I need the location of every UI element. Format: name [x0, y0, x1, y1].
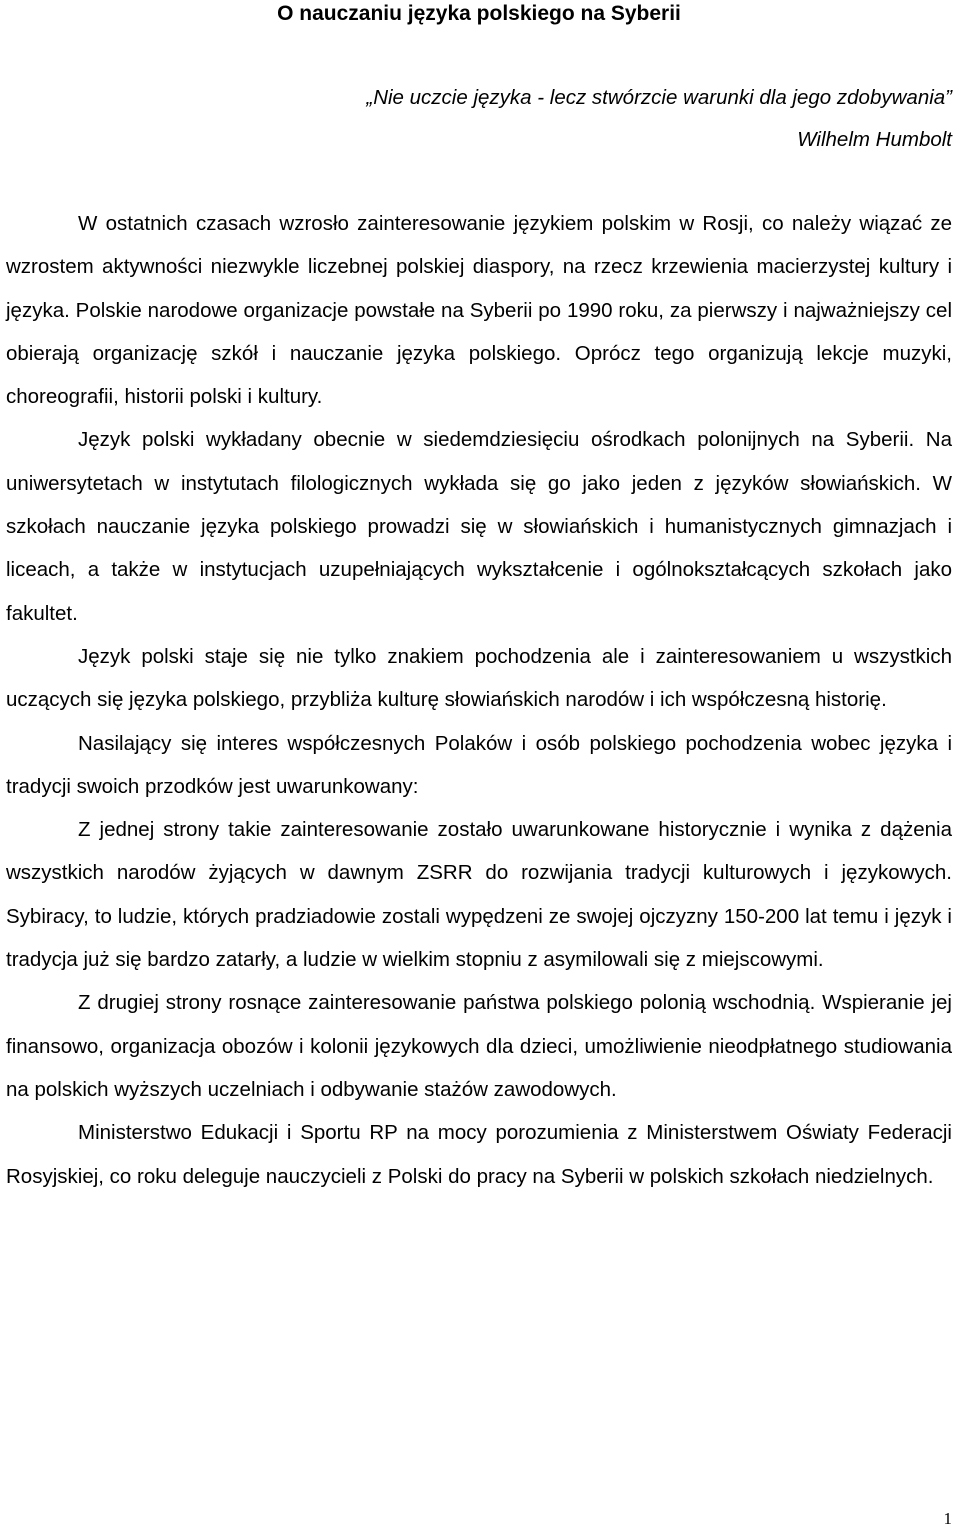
paragraph-1: W ostatnich czasach wzrosło zainteresowanie językiem polskim w Rosji, co należy wiązać ze wzrostem aktywności niezwykle liczebnej polskiej diaspory, na rzecz krzewienia macierzystej kultury i języka. Polskie narodowe organizacje powstałe na Syberii po 1990 roku, za pierwszy i najważniejszy cel obierają organizację szkół i nauczanie języka polskiego. Oprócz tego organizują lekcje muzyki, choreografii, historii polski i kultury.: [6, 212, 952, 409]
document-page: [6, 0, 952, 1198]
document-title: O nauczaniu języka polskiego na Syberii: [277, 2, 681, 25]
page-number: 1: [943, 1509, 952, 1528]
paragraph-6: Z drugiej strony rosnące zainteresowanie państwa polskiego polonią wschodnią. Wspieranie jej finansowo, organizacja obozów i kolonii językowych dla dzieci, umożliwienie nieodpłatnego studiowania na polskich wyższych uczelniach i odbywanie stażów zawodowych.: [6, 991, 952, 1101]
epigraph: [6, 84, 952, 154]
epigraph-quote: „Nie uczcie języka - lecz stwórzcie warunki dla jego zdobywania”: [366, 86, 952, 109]
paragraph-7: Ministerstwo Edukacji i Sportu RP na mocy porozumienia z Ministerstwem Oświaty Federacji Rosyjskiej, co roku deleguje nauczycieli z Polski do pracy na Syberii w polskich szkołach niedzielnych.: [6, 1121, 952, 1188]
document-body: [6, 202, 952, 1198]
paragraph-4: Nasilający się interes współczesnych Polaków i osób polskiego pochodzenia wobec języka i tradycji swoich przodków jest uwarunkowany:: [6, 731, 952, 798]
paragraph-2: Język polski wykładany obecnie w siedemdziesięciu ośrodkach polonijnych na Syberii. Na uniwersytetach w instytutach filologicznych wykłada się go jako jeden z języków słowiańskich. W szkołach nauczanie języka polskiego prowadzi się w słowiańskich i humanistycznych gimnazjach i liceach, a także w instytucjach uzupełniających wykształcenie i ogólnokształcących szkołach jako fakultet.: [6, 428, 952, 625]
paragraph-3: Język polski staje się nie tylko znakiem pochodzenia ale i zainteresowaniem u wszystkich uczących się języka polskiego, przybliża kulturę słowiańskich narodów i ich współczesną historię.: [6, 644, 952, 712]
epigraph-author: Wilhelm Humbolt: [797, 128, 952, 151]
paragraph-5: Z jednej strony takie zainteresowanie zostało uwarunkowane historycznie i wynika z dążenia wszystkich narodów żyjących w dawnym ZSRR do rozwijania tradycji kulturowych i językowych. Sybiracy, to ludzie, których pradziadowie zostali wypędzeni ze swojej ojczyzny 150-200 lat temu i język i tradycja już się bardzo zatarły, a ludzie w wielkim stopniu z asymilowali się z miejscowymi.: [6, 818, 952, 972]
